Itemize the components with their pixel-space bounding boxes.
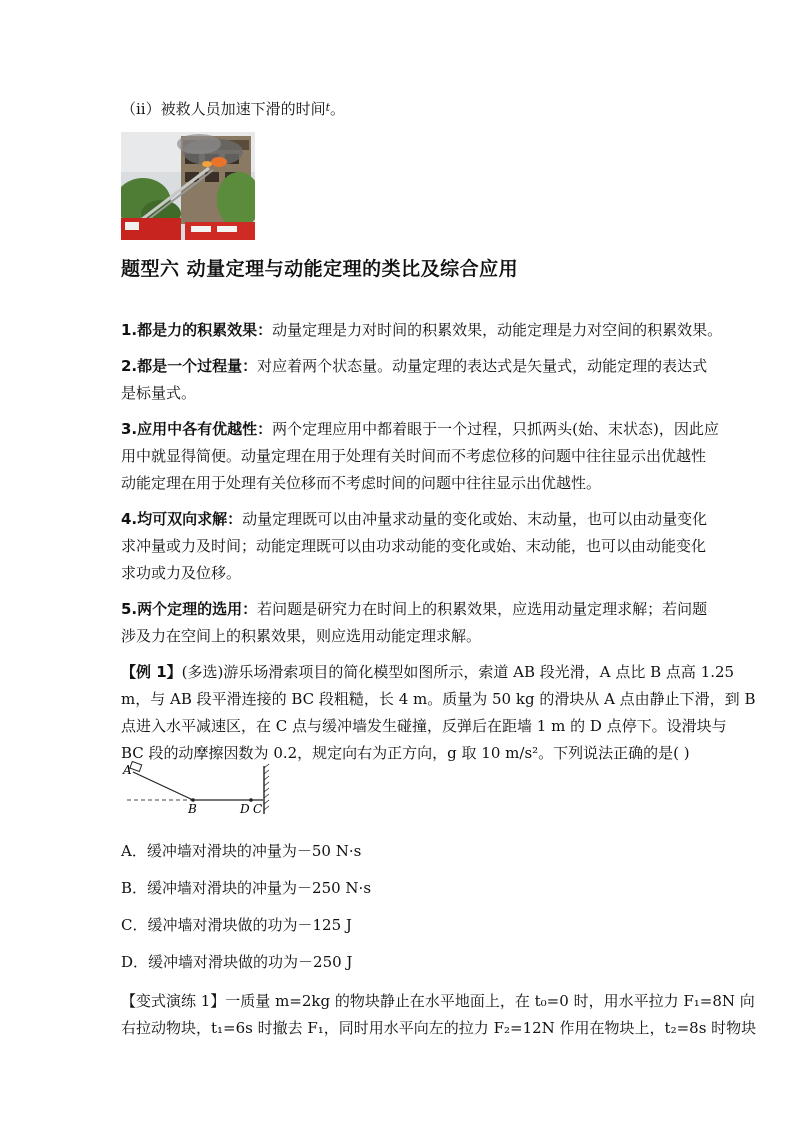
slider-block [130,761,142,771]
point-1-head: 1.都是力的积累效果： [121,321,273,339]
point-1 [121,315,723,346]
point-4-line-1: 动量定理既可以由冲量求动量的变化或始、末动量，也可以由动量变化 [242,510,708,528]
fire-rescue-photo [121,132,255,240]
example-line-4: BC 段的动摩擦因数为 0.2，规定向右为正方向，g 取 10 m/s²。下列说法正确的是( ) [121,744,690,762]
sub-question-text: （ii）被救人员加速下滑的时间 [121,100,326,118]
ab-incline [133,772,193,800]
option-b[interactable]: B．缓冲墙对滑块的冲量为－250 N·s [121,879,372,897]
label-c: C [253,802,263,816]
point-2-line-1: 对应着两个状态量。动量定理的表达式是矢量式，动能定理的表达式 [257,357,708,375]
option-d[interactable]: D．缓冲墙对滑块做的功为－250 J [121,953,353,971]
sub-question-end: 。 [330,100,346,118]
sub-question [121,92,681,125]
exercise-line-1: 【变式演练 1】一质量 m=2kg 的物块静止在水平地面上，在 t₀=0 时，用水平拉力 F₁=8N 向 [121,992,755,1010]
point-4-line-3: 求功或力及位移。 [121,564,242,582]
point-2-line-2: 是标量式。 [121,384,197,402]
option-c[interactable]: C．缓冲墙对滑块做的功为－125 J [121,916,352,934]
point-5-head: 5.两个定理的选用： [121,600,258,618]
sub-question-var: t [325,101,331,114]
section-title: 题型六 动量定理与动能定理的类比及综合应用 [121,258,519,280]
point-5-line-2: 涉及力在空间上的积累效果，则应选用动能定理求解。 [121,627,482,645]
point-2-head: 2.都是一个过程量： [121,357,258,375]
exercise-line-2: 右拉动物块，t₁=6s 时撤去 F₁，同时用水平向左的拉力 F₂=12N 作用在物块上，t₂=8s 时物块 [121,1019,757,1037]
point-4-line-2: 求冲量或力及时间；动能定理既可以由功求动能的变化或始、末动能，也可以由动能变化 [121,537,707,555]
example-line-2: m，与 AB 段平滑连接的 BC 段粗糙，长 4 m。质量为 50 kg 的滑块从 A 点由静止下滑，到 B [121,690,756,708]
point-4-head: 4.均可双向求解： [121,510,243,528]
point-3-head: 3.应用中各有优越性： [121,420,273,438]
slide-track-diagram [121,760,271,816]
point-3-line-1: 两个定理应用中都着眼于一个过程，只抓两头(始、末状态)，因此应 [272,420,719,438]
label-a: A [123,763,132,777]
label-b: B [188,802,197,816]
label-d: D [240,802,250,816]
example-line-3: 点进入水平减速区，在 C 点与缓冲墙发生碰撞，反弹后在距墙 1 m 的 D 点停下。设滑块与 [121,717,727,735]
point-5-line-1: 若问题是研究力在时间上的积累效果，应选用动量定理求解；若问题 [257,600,708,618]
option-a[interactable]: A．缓冲墙对滑块的冲量为－50 N·s [121,842,362,860]
point-1-line-1: 动量定理是力对时间的积累效果，动能定理是力对空间的积累效果。 [272,321,723,339]
point-3-line-2: 用中就显得简便。动量定理在用于处理有关时间而不考虑位移的问题中往往显示出优越性 [121,447,707,465]
point-3-line-3: 动能定理在用于处理有关位移而不考虑时间的问题中往往显示出优越性。 [121,474,602,492]
example-line-1: (多选)游乐场滑索项目的简化模型如图所示，索道 AB 段光滑，A 点比 B 点高 1.25 [181,663,735,681]
example-tag: 【例 1】 [121,663,182,681]
